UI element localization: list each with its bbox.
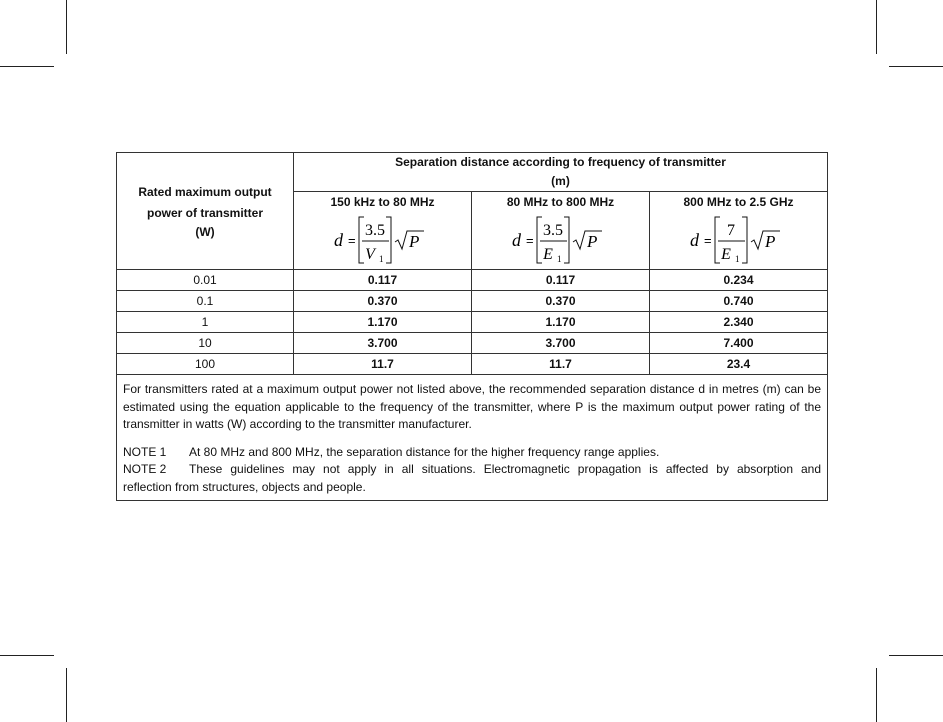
crop-mark [66,0,67,54]
distance-cell: 0.370 [294,291,472,312]
distance-cell: 7.400 [650,333,828,354]
crop-mark [889,66,943,67]
formula-p: P [764,232,775,251]
formula-eq: = [347,233,356,248]
table-row [117,333,828,354]
distance-cell: 11.7 [472,354,650,375]
table-row [117,312,828,333]
distance-cell: 1.170 [294,312,472,333]
formula [650,213,827,269]
note-2 [123,461,821,479]
formula-eq: = [703,233,712,248]
note-text: These guidelines may not apply in all situations. Electromagnetic propagation is affected by absorption and [189,462,822,476]
formula-d: d [689,230,699,250]
formula [472,213,649,269]
power-cell: 0.1 [117,291,294,312]
footnote-row [117,375,828,501]
crop-mark [889,655,943,656]
crop-mark [876,668,877,722]
formula-den-var: V [364,246,375,263]
power-cell: 10 [117,333,294,354]
table-row [117,354,828,375]
rated-power-header-line: power of transmitter [146,205,263,220]
note-1 [123,444,821,462]
formula-d: d [511,230,521,250]
formula-numerator: 7 [726,222,735,239]
formula-den-var: E [542,246,553,263]
table-row [117,270,828,291]
crop-mark [0,66,54,67]
band-header [294,192,472,270]
separation-header-title: Separation distance according to frequency of transmitter [395,155,726,169]
note-2-continuation: reflection from structures, objects and people. [123,479,366,494]
formula-p: P [586,232,597,251]
distance-cell: 11.7 [294,354,472,375]
distance-cell: 2.340 [650,312,828,333]
rated-power-header-line: Rated maximum output [138,184,272,199]
band-label: 80 MHz to 800 MHz [506,195,615,209]
distance-cell: 0.370 [472,291,650,312]
crop-mark [0,655,54,656]
distance-cell: 0.117 [294,270,472,291]
note-label: NOTE 2 [123,462,167,476]
power-cell: 100 [117,354,294,375]
separation-distance-table [116,152,828,501]
distance-cell: 0.117 [472,270,650,291]
header-row [117,153,828,192]
formula-den-var: E [720,246,731,263]
crop-mark [876,0,877,54]
power-cell: 1 [117,312,294,333]
rated-power-header [117,153,294,270]
band-header [650,192,828,270]
formula-equation [506,215,616,267]
formula-numerator: 3.5 [364,222,385,239]
distance-cell: 0.234 [650,270,828,291]
note-label: NOTE 1 [123,444,167,459]
formula-den-sub: 1 [556,254,561,264]
band-header [472,192,650,270]
table-row [117,291,828,312]
formula-numerator: 3.5 [542,222,563,239]
formula [294,213,471,269]
band-label: 150 kHz to 80 MHz [330,195,435,209]
crop-mark [66,668,67,722]
rated-power-header-unit: (W) [195,224,215,239]
note-text: At 80 MHz and 800 MHz, the separation distance for the higher frequency range applies. [189,444,660,459]
distance-cell: 23.4 [650,354,828,375]
distance-cell: 3.700 [472,333,650,354]
formula-p: P [408,232,419,251]
formula-eq: = [525,233,534,248]
separation-header [294,153,828,192]
formula-den-sub: 1 [734,254,739,264]
distance-cell: 3.700 [294,333,472,354]
power-cell: 0.01 [117,270,294,291]
formula-equation [684,215,794,267]
distance-cell: 0.740 [650,291,828,312]
band-label: 800 MHz to 2.5 GHz [683,195,794,209]
separation-header-unit: (m) [551,174,570,188]
footnote-paragraph: For transmitters rated at a maximum output power not listed above, the recommended separation distance d in metres (m) can be estimated using the equation applicable to the frequency of the transmitter, where P is the maximum output power rating of the transmitter in watts (W) according to the transmitter manufacturer. [123,382,822,431]
distance-cell: 1.170 [472,312,650,333]
formula-den-sub: 1 [378,254,383,264]
formula-d: d [333,230,343,250]
formula-equation [328,215,438,267]
footnote-cell [117,375,828,501]
